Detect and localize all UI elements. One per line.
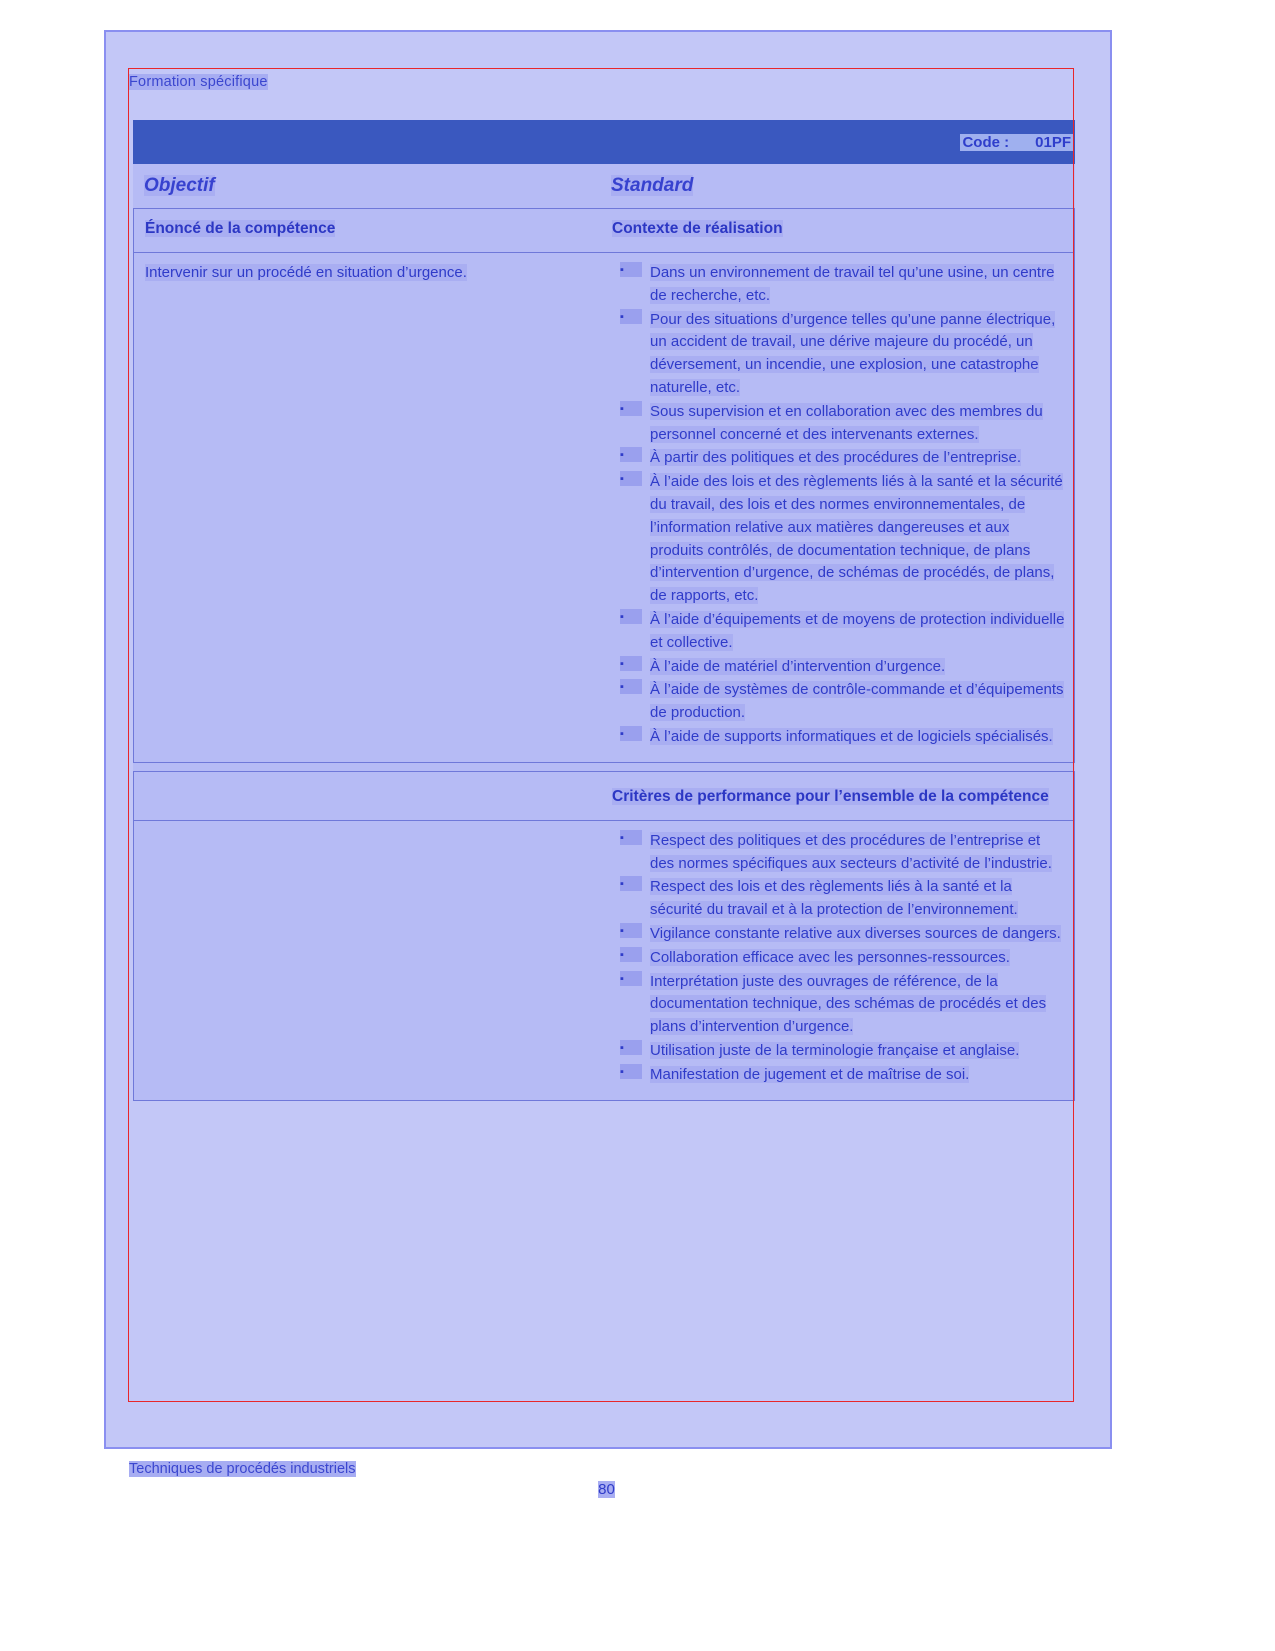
competency-table (133, 120, 1075, 1101)
list-item (612, 1040, 1066, 1063)
list-item (612, 401, 1066, 447)
criteres-left-empty-cell (134, 821, 612, 1100)
contexte-cell (612, 253, 1074, 762)
objectif-standard-row (133, 164, 1075, 208)
contexte-header-row (134, 209, 1074, 253)
criteres-empty-cell (134, 772, 612, 820)
list-item (612, 471, 1066, 608)
list-item (612, 609, 1066, 655)
contexte-list (612, 262, 1066, 749)
standard-title: Standard (611, 175, 694, 196)
list-item-text: Vigilance constante relative aux diverses sources de dangers. (650, 924, 1061, 942)
list-item-text: Respect des lois et des règlements liés à la santé et la sécurité du travail et à la protection de l’environnement. (650, 878, 1018, 919)
code-label: Code : (962, 133, 1010, 151)
criteres-header-cell (612, 772, 1074, 820)
contexte-header-cell (612, 209, 1074, 252)
criteres-cell (612, 821, 1074, 1100)
list-item-text: À l’aide de systèmes de contrôle-commande et d’équipements de production. (650, 681, 1064, 722)
list-item (612, 726, 1066, 749)
enonce-header-cell (134, 209, 612, 252)
enonce-cell (134, 253, 612, 762)
list-item-text: À partir des politiques et des procédures de l’entreprise. (650, 449, 1022, 467)
list-item (612, 1064, 1066, 1087)
enonce-header: Énoncé de la compétence (145, 220, 336, 237)
list-item-text: Interprétation juste des ouvrages de référence, de la documentation technique, des schémas de procédés et des plans d’intervention d’urgence. (650, 972, 1047, 1036)
list-item-text: Dans un environnement de travail tel qu’une usine, un centre de recherche, etc. (650, 264, 1055, 304)
page-number (0, 1481, 1213, 1498)
list-item (612, 830, 1066, 876)
criteres-header: Critères de performance pour l’ensemble de la compétence (612, 787, 1049, 805)
list-item-text: Respect des politiques et des procédures de l’entreprise et des normes spécifiques aux secteurs d’activité de l’industrie. (650, 831, 1052, 872)
list-item-text: Manifestation de jugement et de maîtrise de soi. (650, 1065, 970, 1083)
standard-title-cell (611, 175, 693, 197)
criteres-body-row (134, 821, 1074, 1100)
list-item (612, 447, 1066, 470)
list-item (612, 679, 1066, 725)
enonce-text-wrap (145, 262, 602, 283)
list-item-text: À l’aide de supports informatiques et de logiciels spécialisés. (650, 727, 1053, 745)
objectif-title: Objectif (144, 175, 215, 196)
list-item-text: Sous supervision et en collaboration avec des membres du personnel concerné et des intervenants externes. (650, 402, 1043, 443)
list-item (612, 876, 1066, 922)
list-item (612, 947, 1066, 970)
list-item-text: Pour des situations d’urgence telles qu’une panne électrique, un accident de travail, une dérive majeure du procédé, un déversement, un incendie, une explosion, une catastrophe naturelle, etc. (650, 310, 1056, 396)
enonce-text: Intervenir sur un procédé en situation d’urgence. (145, 264, 467, 281)
list-item (612, 262, 1066, 308)
list-item (612, 923, 1066, 946)
list-item-text: À l’aide des lois et des règlements liés à la santé et la sécurité du travail, des lois et des normes environnementales, de l’information relative aux matières dangereuses et aux produits contrôlés, de documentation technique, de plans d’intervention d’urgence, de schémas de procédés, de plans, de rapports, etc. (650, 473, 1063, 605)
page-number-text: 80 (598, 1481, 615, 1498)
code-band (133, 120, 1075, 164)
code-value: 01PF (1035, 133, 1071, 151)
running-header: Formation spécifique (129, 74, 268, 90)
objectif-title-cell (133, 175, 611, 197)
list-item-text: Collaboration efficace avec les personnes-ressources. (650, 948, 1010, 966)
list-item (612, 971, 1066, 1039)
code-field (960, 134, 1073, 151)
criteres-header-row (134, 772, 1074, 821)
list-item-text: Utilisation juste de la terminologie française et anglaise. (650, 1041, 1020, 1059)
list-item (612, 309, 1066, 400)
contexte-body-row (134, 253, 1074, 762)
criteres-block (133, 771, 1075, 1101)
contexte-block (133, 208, 1075, 763)
list-item-text: À l’aide de matériel d’intervention d’urgence. (650, 657, 946, 675)
contexte-header: Contexte de réalisation (612, 220, 783, 237)
criteres-list (612, 830, 1066, 1087)
running-footer: Techniques de procédés industriels (129, 1461, 356, 1477)
list-item (612, 656, 1066, 679)
list-item-text: À l’aide d’équipements et de moyens de protection individuelle et collective. (650, 610, 1065, 651)
